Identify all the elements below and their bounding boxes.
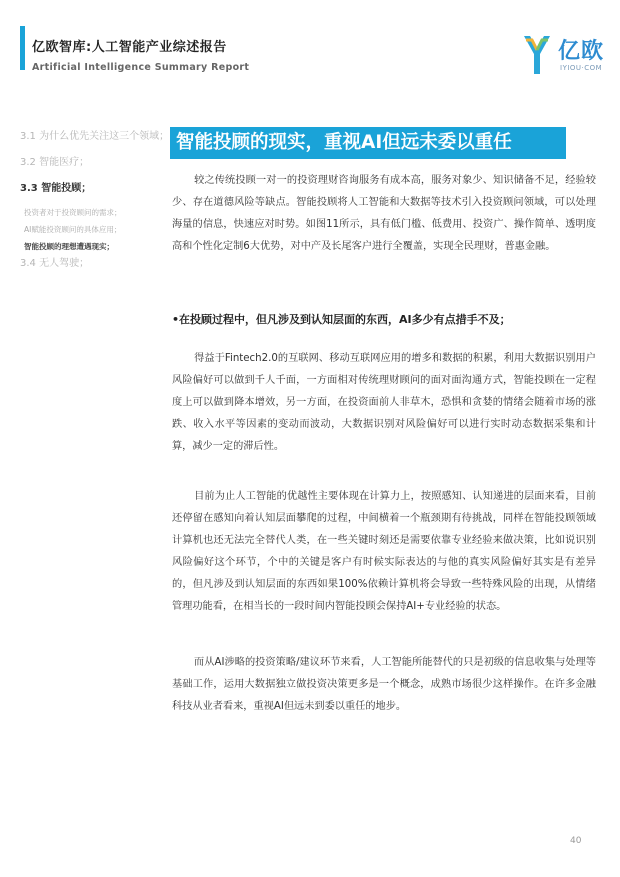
- body-paragraph: [172, 170, 596, 258]
- report-subtitle: Artificial Intelligence Summary Report: [32, 62, 250, 73]
- logo-subtext: IYIOU·COM: [560, 64, 603, 72]
- logo-text: 亿欧: [558, 39, 605, 64]
- header-accent-bar: [20, 26, 25, 70]
- body-text: 目前为止人工智能的优越性主要体现在计算力上，按照感知、认知递进的层面来看，目前还停留在感知向着认知层面攀爬的过程，中间横着一个瓶颈期有待挑战，同样在智能投顾领域计算机也还无法完全替代人类，在一些关键时刻还是需要依靠专业经验来做决策，比如说识别风险偏好这个环节，个中的关键是客户有时候实际表达的与他的真实风险偏好其实是有差异的，但凡涉及到认知层面的东西如果100%依赖计算机将会导致一些特殊风险的出现，从情绪管理功能看，在相当长的一段时间内智能投顾会保持AI+专业经验的状态。: [172, 491, 596, 612]
- report-title: 亿欧智库:人工智能产业综述报告: [32, 40, 227, 55]
- toc-item[interactable]: 3.4 无人驾驶；: [20, 258, 90, 269]
- section-banner: [170, 127, 566, 159]
- body-text: 而从AI涉略的投资策略/建议环节来看，人工智能所能替代的只是初级的信息收集与处理等基础工作，运用大数据独立做投资决策更多是一个概念，成熟市场很少这样操作。在许多金融科技从业者看来，重视AI但远未到委以重任的地步。: [172, 657, 596, 712]
- toc-item-active[interactable]: 3.3 智能投顾；: [20, 183, 92, 194]
- key-point-heading: •在投顾过程中，但凡涉及到认知层面的东西，AI多少有点措手不及；: [172, 313, 511, 326]
- toc-item[interactable]: 3.2 智能医疗；: [20, 157, 90, 168]
- body-text: 得益于Fintech2.0的互联网、移动互联网应用的增多和数据的积累，利用大数据识别用户风险偏好可以做到千人千面，一方面相对传统理财顾问的面对面沟通方式，智能投顾在一定程度上可以做到降本增效，另一方面，在投资面前人非草木，恐惧和贪婪的情绪会随着市场的涨跌、收入水平等因素的变动而波动，大数据识别对风险偏好可以进行实时动态数据采集和计算，减少一定的滞后性。: [172, 353, 596, 452]
- section-title: 智能投顾的现实，重视AI但远未委以重任: [176, 132, 512, 153]
- table-of-contents: [20, 130, 170, 283]
- page-number: 40: [570, 836, 582, 846]
- toc-subitem-active[interactable]: 智能投顾的理想遭遇现实；: [24, 242, 114, 251]
- body-paragraph: [172, 652, 596, 718]
- toc-subitem[interactable]: 投资者对于投资顾问的需求；: [24, 208, 122, 217]
- body-paragraph: [172, 486, 596, 618]
- body-paragraph: [172, 348, 596, 458]
- body-text: 较之传统投顾一对一的投资理财咨询服务有成本高，服务对象少、知识储备不足，经验较少、存在道德风险等缺点。智能投顾将人工智能和大数据等技术引入投资顾问领域，可以处理海量的信息，快速应对时势。如图11所示，具有低门槛、低费用、投资广、操作简单、透明度高和个性化定制6大优势，对中产及长尾客户进行全覆盖，实现全民理财，普惠金融。: [172, 175, 596, 252]
- toc-subitem[interactable]: AI赋能投资顾问的具体应用；: [24, 225, 122, 234]
- toc-item[interactable]: 3.1 为什么优先关注这三个领域；: [20, 131, 170, 142]
